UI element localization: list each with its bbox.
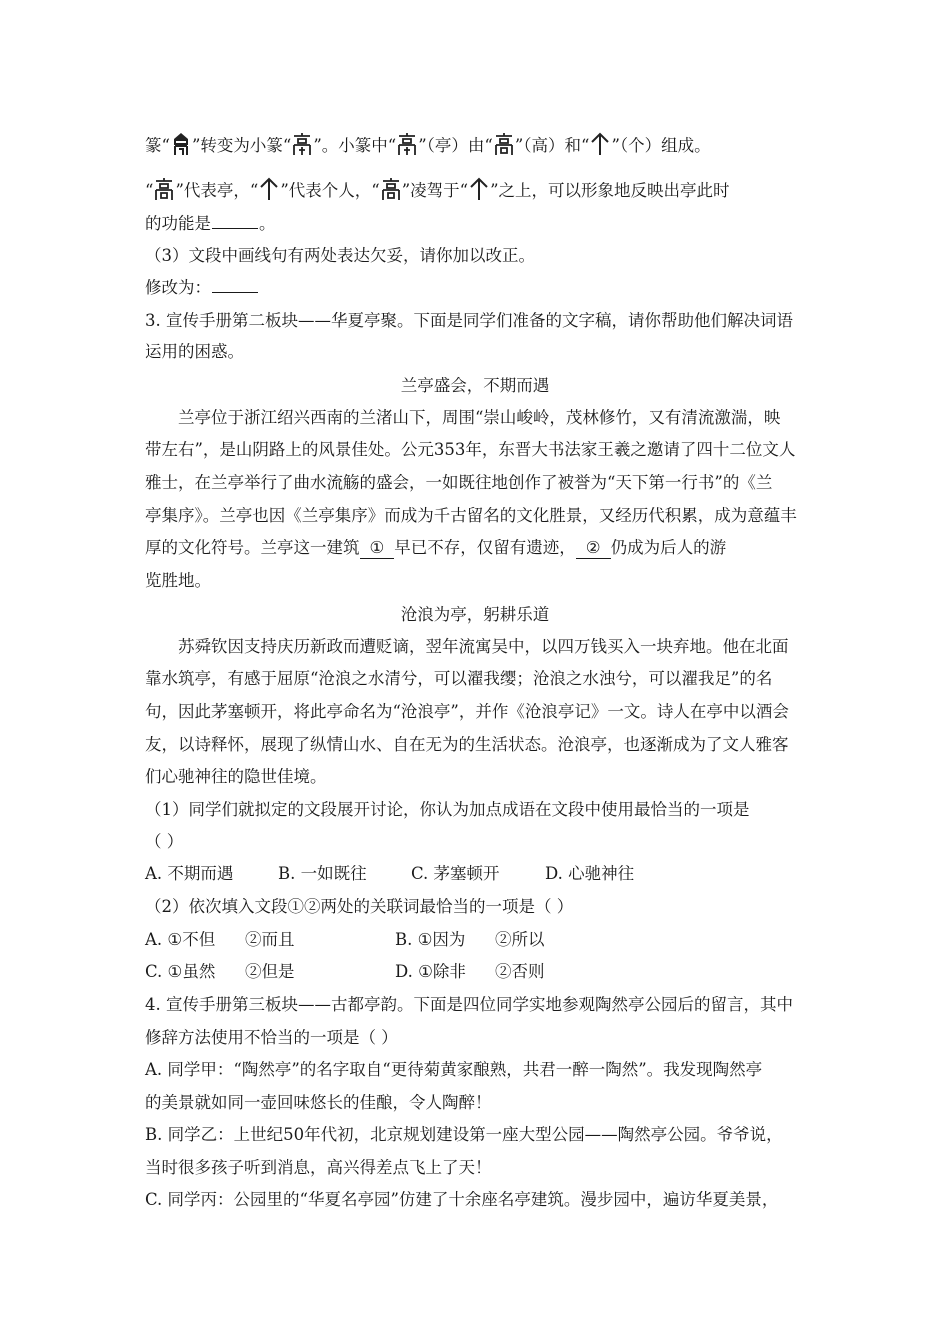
- text-seg: 篆“: [145, 136, 170, 155]
- passage2-line: 句，因此茅塞顿开，将此亭命名为“沧浪亭”，并作《沧浪亭记》一文。诗人在亭中以酒会: [145, 702, 789, 721]
- blank-1[interactable]: ①: [360, 538, 395, 559]
- text-seg: ”（高）和“: [514, 136, 590, 155]
- seal-ge-glyph-icon: [589, 131, 611, 157]
- passage1-line-blanks: [145, 536, 726, 560]
- option-d-second[interactable]: ②否则: [495, 962, 545, 981]
- text-seg: 。: [259, 214, 276, 233]
- sub-question-2: （2）依次填入文段①②两处的关联词最恰当的一项是（ ）: [145, 897, 574, 916]
- passage1-title: 兰亭盛会，不期而遇: [400, 376, 550, 395]
- text-seg: “: [145, 181, 154, 200]
- text-seg: ”转变为小篆“: [191, 136, 292, 155]
- passage1-line: 兰亭位于浙江绍兴西南的兰渚山下，周围“崇山峻岭，茂林修竹，又有清流激湍，映: [178, 408, 781, 427]
- bronze-ting-glyph-icon: [170, 131, 192, 157]
- passage1-line: 亭集序》。兰亭也因《兰亭集序》而成为千古留名的文化胜景，又经历代积累，成为意蕴丰: [145, 506, 797, 525]
- text-seg: ”。小篆中“: [313, 136, 397, 155]
- q4-option-b-line2: 当时很多孩子听到消息，高兴得差点飞上了天！: [145, 1158, 492, 1177]
- seal-ting-glyph-icon: [396, 131, 418, 157]
- text-seg: ”代表亭，“: [175, 181, 259, 200]
- sub2-options-row2: [145, 960, 545, 984]
- text-seg: ”之上，可以形象地反映出亭此时: [490, 181, 730, 200]
- text-seg: 早已不存，仅留有遗迹，: [394, 538, 576, 557]
- q4-intro-line1: 4. 宣传手册第三板块——古都亭韵。下面是四位同学实地参观陶然亭公园后的留言，其中: [145, 995, 793, 1014]
- option-b-second[interactable]: ②所以: [495, 930, 545, 949]
- text-seg: 厚的文化符号。兰亭这一建筑: [145, 538, 360, 557]
- option-c-second[interactable]: ②但是: [245, 962, 295, 981]
- passage2-line: 苏舜钦因支持庆历新政而遭贬谪，翌年流寓吴中，以四万钱买入一块弃地。他在北面: [178, 637, 789, 656]
- q4-option-b-line1[interactable]: B. 同学乙：上世纪50年代初，北京规划建设第一座大型公园——陶然亭公园。爷爷说，: [145, 1125, 783, 1144]
- option-a-second[interactable]: ②而且: [245, 930, 295, 949]
- function-line: [145, 212, 276, 236]
- passage1-line: 雅士，在兰亭举行了曲水流觞的盛会，一如既往地创作了被誉为“天下第一行书”的《兰: [145, 473, 773, 492]
- sub2-options-row1: [145, 928, 545, 952]
- text-seg: 修改为：: [145, 278, 211, 297]
- q4-option-a-line1[interactable]: A. 同学甲：“陶然亭”的名字取自“更待菊黄家酿熟，共君一醉一陶然”。我发现陶然亭: [145, 1060, 763, 1079]
- option-b[interactable]: B. 一如既往: [278, 864, 367, 883]
- passage2-title: 沧浪为亭，躬耕乐道: [400, 605, 550, 624]
- glyph-line-2: [145, 176, 730, 203]
- answer-blank[interactable]: [212, 214, 258, 229]
- text-seg: ”（个）组成。: [611, 136, 711, 155]
- q4-intro-line2: 修辞方法使用不恰当的一项是（ ）: [145, 1028, 398, 1047]
- fix-line: [145, 276, 259, 300]
- text-seg: 的功能是: [145, 214, 211, 233]
- seal-ge-glyph-icon: [258, 176, 280, 202]
- text-seg: ”代表个人，“: [280, 181, 380, 200]
- q4-option-a-line2: 的美景就如同一壶回味悠长的佳酿，令人陶醉！: [145, 1093, 492, 1112]
- sub-question-3: （3）文段中画线句有两处表达欠妥，请你加以改正。: [145, 246, 535, 265]
- option-c-first[interactable]: C. ①虽然: [145, 962, 216, 981]
- option-b-first[interactable]: B. ①因为: [395, 930, 466, 949]
- text-seg: ”（亭）由“: [418, 136, 493, 155]
- text-seg: ”凌驾于“: [401, 181, 469, 200]
- option-c[interactable]: C. 茅塞顿开: [411, 864, 500, 883]
- passage2-line: 友，以诗释怀，展现了纵情山水、自在无为的生活状态。沧浪亭，也逐渐成为了文人雅客: [145, 735, 789, 754]
- option-d[interactable]: D. 心驰神往: [545, 864, 635, 883]
- q3-intro-line1: 3. 宣传手册第二板块——华夏亭聚。下面是同学们准备的文字稿，请你帮助他们解决词语: [145, 311, 793, 330]
- text-seg: 仍成为后人的游: [610, 538, 727, 557]
- passage1-line: 览胜地。: [145, 571, 211, 590]
- blank-2[interactable]: ②: [576, 538, 611, 559]
- seal-ge-glyph-icon: [468, 176, 490, 202]
- passage2-line: 们心驰神往的隐世佳境。: [145, 767, 327, 786]
- answer-paren[interactable]: （ ）: [145, 832, 184, 851]
- option-d-first[interactable]: D. ①除非: [395, 962, 466, 981]
- q3-intro-line2: 运用的困惑。: [145, 342, 244, 361]
- option-a[interactable]: A. 不期而遇: [145, 864, 234, 883]
- q4-option-c-line1[interactable]: C. 同学丙：公园里的“华夏名亭园”仿建了十余座名亭建筑。漫步园中，遍访华夏美景，: [145, 1190, 779, 1209]
- sub-question-1: （1）同学们就拟定的文段展开讨论，你认为加点成语在文段中使用最恰当的一项是: [145, 800, 750, 819]
- sub1-options: [145, 862, 634, 886]
- seal-gao-glyph-icon: [380, 176, 402, 202]
- seal-gao-glyph-icon: [493, 131, 515, 157]
- answer-blank[interactable]: [212, 278, 258, 293]
- passage2-line: 靠水筑亭，有感于屈原“沧浪之水清兮，可以濯我缨；沧浪之水浊兮，可以濯我足”的名: [145, 669, 773, 688]
- glyph-line-1: [145, 131, 711, 158]
- seal-gao-glyph-icon: [153, 176, 175, 202]
- option-a-first[interactable]: A. ①不但: [145, 930, 216, 949]
- seal-ting-glyph-icon: [291, 131, 313, 157]
- passage1-line: 带左右”，是山阴路上的风景佳处。公元353年，东晋大书法家王羲之邀请了四十二位文人: [145, 440, 796, 459]
